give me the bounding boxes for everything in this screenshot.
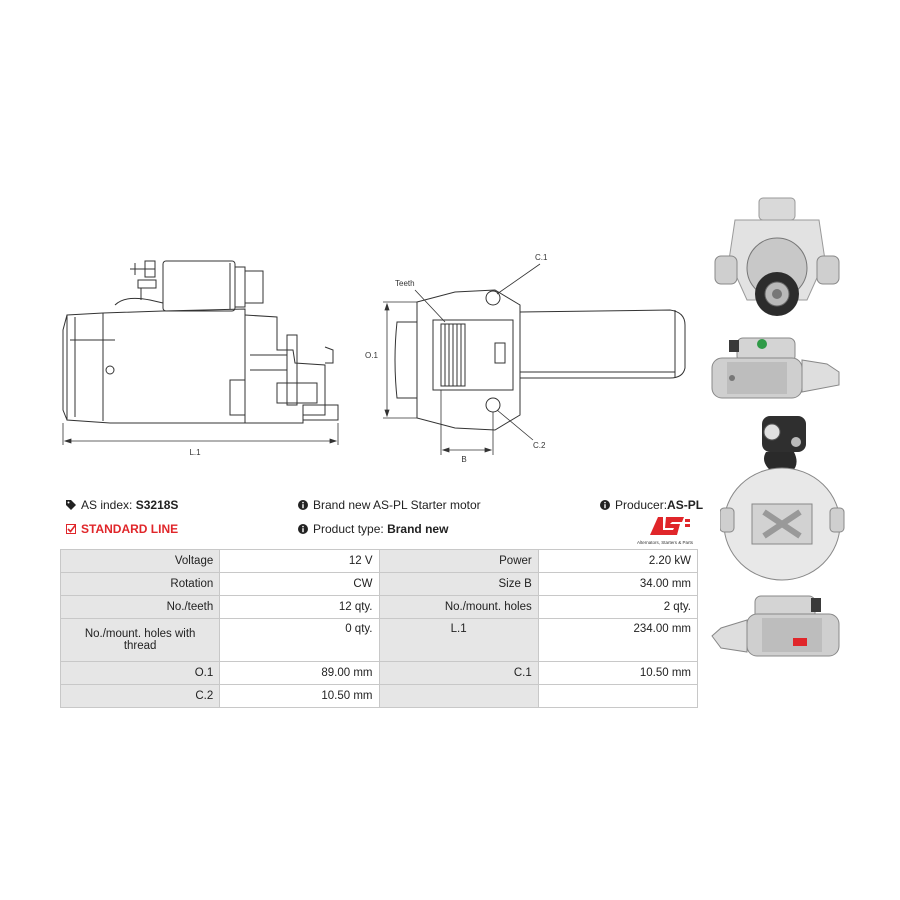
as-pl-logo	[628, 515, 703, 547]
info-circle-icon	[298, 500, 308, 510]
product-photo-side	[707, 330, 847, 405]
spec-key: C.2	[61, 685, 220, 708]
checked-box-icon	[66, 524, 76, 534]
tag-icon	[66, 500, 76, 510]
table-row	[61, 550, 698, 573]
spec-key: C.1	[379, 662, 538, 685]
product-type-value: Brand new	[387, 522, 449, 536]
info-circle-icon	[600, 500, 610, 510]
brand-new-line	[298, 498, 481, 512]
spec-value: 89.00 mm	[220, 662, 379, 685]
spec-value: 10.50 mm	[220, 685, 379, 708]
spec-value: 0 qty.	[220, 619, 379, 662]
spec-value: CW	[220, 573, 379, 596]
info-circle-icon	[298, 524, 308, 534]
product-photo-front	[707, 190, 847, 330]
spec-value: 234.00 mm	[538, 619, 697, 662]
front-view-drawing	[355, 250, 695, 465]
producer-label: Producer:	[615, 498, 668, 512]
c2-label: C.2	[533, 441, 546, 450]
as-index-label: AS index:	[81, 498, 133, 512]
spec-key	[379, 685, 538, 708]
standard-line-label: STANDARD LINE	[81, 522, 179, 536]
spec-value: 2 qty.	[538, 596, 697, 619]
dimension-label-l1: L.1	[189, 448, 201, 457]
spec-key: Power	[379, 550, 538, 573]
spec-value: 34.00 mm	[538, 573, 697, 596]
table-row	[61, 573, 698, 596]
as-index-value: S3218S	[135, 498, 179, 512]
spec-value: 12 qty.	[220, 596, 379, 619]
spec-key: Voltage	[61, 550, 220, 573]
dimension-label-o1: O.1	[365, 351, 378, 360]
spec-key: O.1	[61, 662, 220, 685]
product-photo-rear	[720, 412, 845, 587]
spec-key: No./teeth	[61, 596, 220, 619]
product-type-label: Product type:	[313, 522, 384, 536]
spec-value: 12 V	[220, 550, 379, 573]
table-row	[61, 619, 698, 662]
as-index	[66, 498, 178, 512]
teeth-label: Teeth	[395, 279, 415, 288]
product-type	[298, 522, 448, 536]
c1-label: C.1	[535, 253, 548, 262]
table-row	[61, 662, 698, 685]
logo-tagline: Alternators, Starters & Parts	[636, 540, 694, 545]
standard-line	[66, 522, 178, 536]
spec-value	[538, 685, 697, 708]
spec-key: L.1	[379, 619, 538, 662]
spec-key: No./mount. holes	[379, 596, 538, 619]
spec-value: 2.20 kW	[538, 550, 697, 573]
producer-value: AS-PL	[667, 498, 704, 512]
spec-key: Size B	[379, 573, 538, 596]
spec-table	[60, 549, 698, 708]
brand-new-text: Brand new AS-PL Starter motor	[313, 498, 481, 512]
dimension-label-b: B	[461, 455, 467, 464]
spec-value: 10.50 mm	[538, 662, 697, 685]
spec-key: No./mount. holes with thread	[61, 619, 220, 662]
table-row	[61, 596, 698, 619]
producer	[600, 498, 703, 512]
table-row	[61, 685, 698, 708]
product-photo-angled	[707, 590, 847, 665]
side-view-drawing	[55, 255, 355, 465]
spec-key: Rotation	[61, 573, 220, 596]
